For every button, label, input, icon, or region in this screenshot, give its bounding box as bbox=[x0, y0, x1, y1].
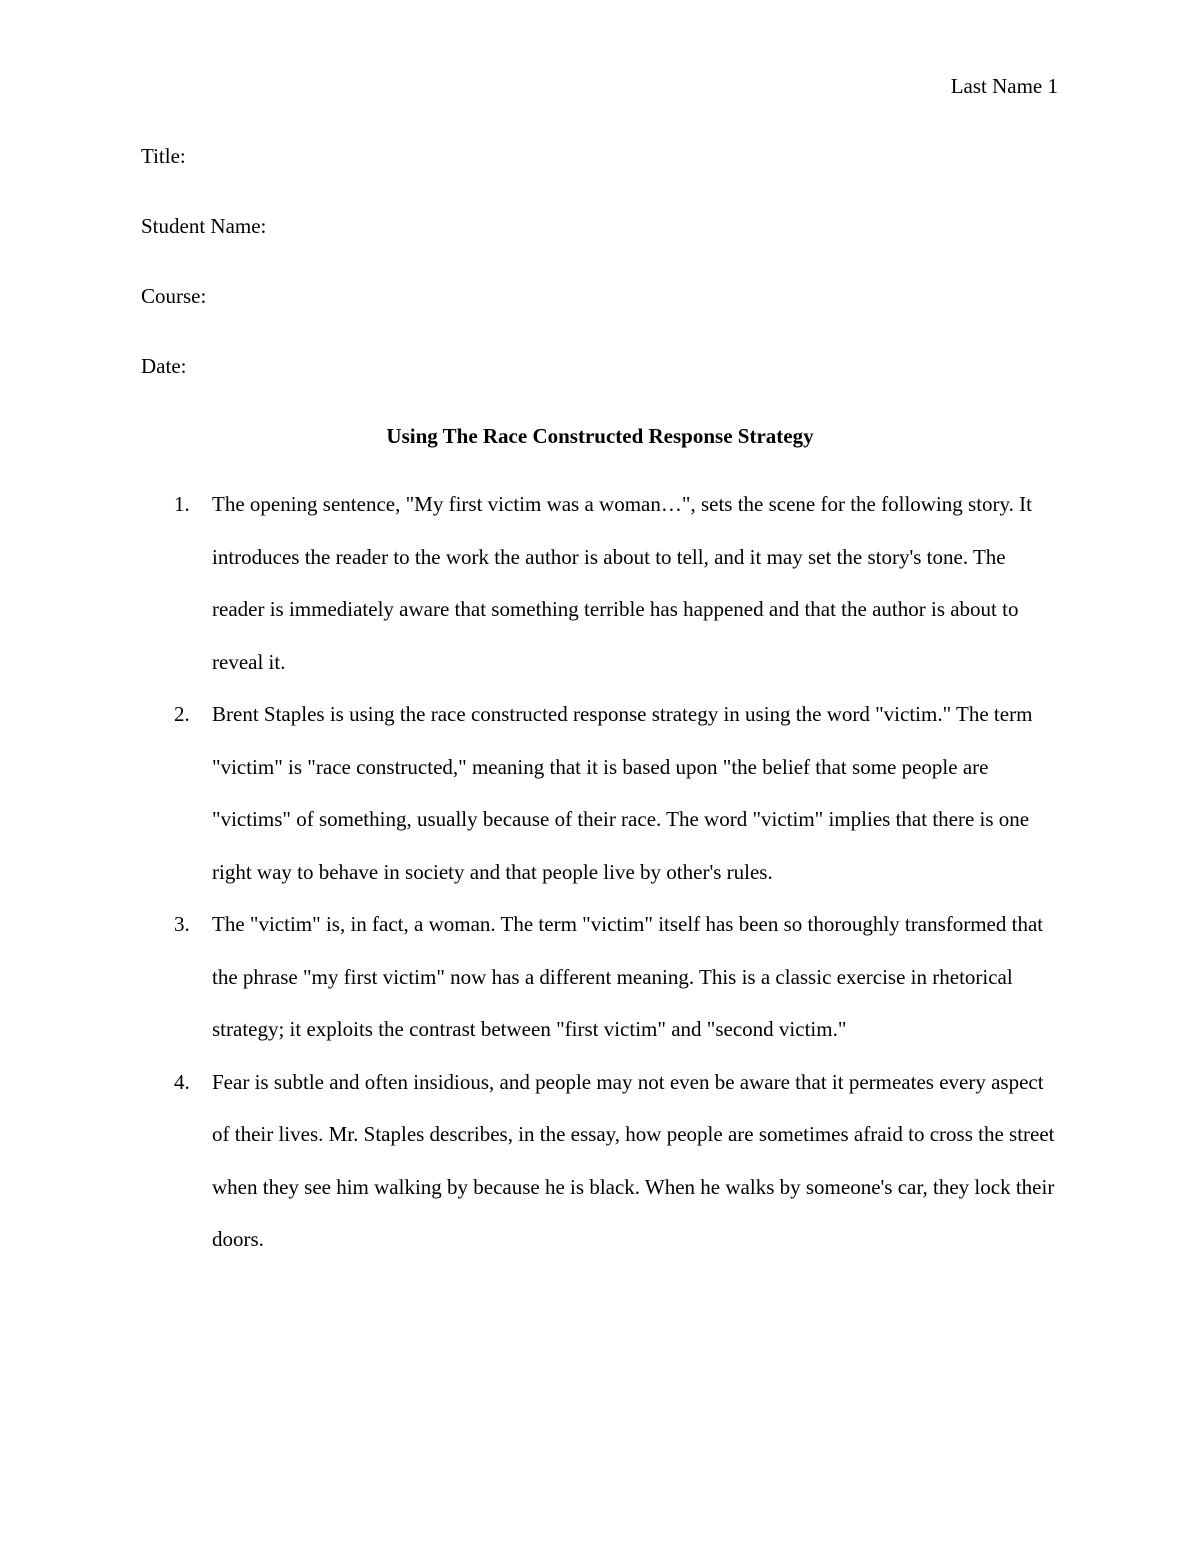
answer-item-4 bbox=[0, 1056, 1200, 1266]
answer-item-3 bbox=[0, 898, 1200, 1056]
student-name-field-label: Student Name: bbox=[141, 214, 267, 238]
course-field-label: Course: bbox=[141, 284, 207, 308]
date-field-label: Date: bbox=[141, 354, 187, 378]
answer-item-2 bbox=[0, 688, 1200, 898]
answer-number: 1. bbox=[174, 492, 190, 516]
answer-text: The "victim" is, in fact, a woman. The term "victim" itself has been so thoroughly transformed that the phrase "my first victim" now has a different meaning. This is a classic exercise in rhetorical strategy; it exploits the contrast between "first victim" and "second victim." bbox=[212, 912, 1044, 1041]
answer-item-1 bbox=[0, 478, 1200, 688]
answer-text: Fear is subtle and often insidious, and people may not even be aware that it permeates every aspect of their lives. Mr. Staples describes, in the essay, how people are sometimes afraid to cross the street when they see him walking by because he is black. When he walks by someone's car, they lock their doors. bbox=[212, 1069, 1055, 1251]
answer-number: 4. bbox=[174, 1069, 190, 1094]
running-header: Last Name 1 bbox=[950, 74, 1058, 98]
answer-number: 2. bbox=[174, 702, 190, 726]
answer-number: 3. bbox=[174, 912, 190, 936]
answer-list bbox=[0, 478, 1200, 1266]
answer-text: The opening sentence, "My first victim was a woman…", sets the scene for the following story. It introduces the reader to the work the author is about to tell, and it may set the story's tone. The reader is immediately aware that something terrible has happened and that the author is about to reveal it. bbox=[212, 492, 1033, 674]
answer-text: Brent Staples is using the race constructed response strategy in using the word "victim." The term "victim" is "race constructed," meaning that it is based upon "the belief that some people are "victims" of something, usually because of their race. The word "victim" implies that there is one right way to behave in society and that people live by other's rules. bbox=[212, 702, 1033, 884]
essay-title: Using The Race Constructed Response Strategy bbox=[386, 424, 814, 448]
title-field-label: Title: bbox=[141, 144, 186, 168]
